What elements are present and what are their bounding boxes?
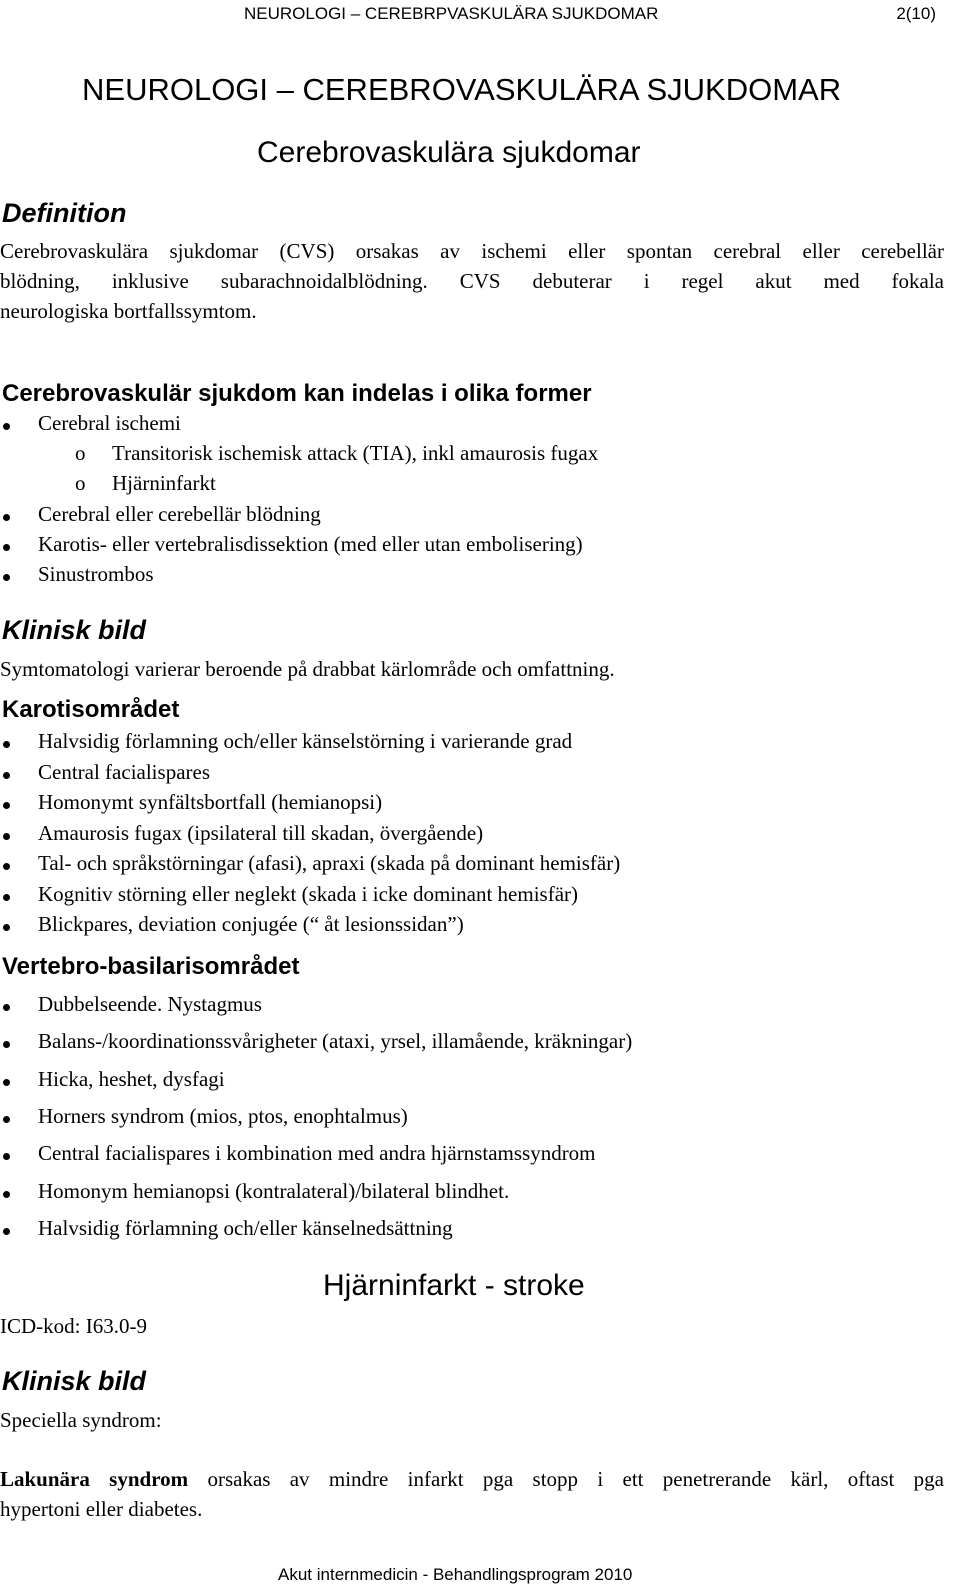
footer: Akut internmedicin - Behandlingsprogram 2010 — [278, 1565, 633, 1584]
bullet-icon — [3, 802, 10, 809]
page-number: 2(10) — [896, 4, 936, 23]
bullet-icon — [3, 1153, 10, 1160]
list-item: Sinustrombos — [0, 562, 944, 592]
list-item — [0, 760, 944, 790]
definition-line-3: neurologiska bortfallssymtom. — [0, 299, 257, 323]
list-item-text: Halvsidig förlamning och/eller känselstörning i varierande grad — [38, 729, 573, 753]
list-item-text: Hicka, heshet, dysfagi — [38, 1066, 225, 1091]
sub-bullet-icon: o — [75, 471, 86, 495]
list-item: Karotis- eller vertebralisdissektion (med eller utan embolisering) — [0, 532, 944, 562]
special-syndromes: Speciella syndrom: — [0, 1408, 162, 1432]
list-item-text: Amaurosis fugax (ipsilateral till skadan, övergående) — [38, 820, 484, 845]
bullet-icon — [3, 1041, 10, 1048]
sub-bullet-icon: o — [75, 441, 86, 465]
list-item — [0, 790, 944, 820]
clinical-heading: Klinisk bild — [2, 615, 147, 645]
list-item-text: Homonymt synfältsbortfall (hemianopsi) — [38, 790, 383, 814]
stroke-title: Hjärninfarkt - stroke — [323, 1269, 585, 1302]
list-item — [0, 729, 944, 759]
vertebro-heading: Vertebro-basilarisområdet — [2, 953, 300, 980]
bullet-icon — [3, 924, 10, 931]
bullet-icon — [3, 423, 10, 430]
list-item: Cerebral ischemi — [0, 411, 944, 441]
list-item-text: Blickpares, deviation conjugée (“ åt lesionssidan”) — [38, 912, 464, 936]
lacunar-line-2: hypertoni eller diabetes. — [0, 1497, 203, 1521]
definition-line-1: Cerebrovaskulära sjukdomar (CVS) orsakas av ischemi eller spontan cerebral eller cerebellär — [0, 239, 944, 263]
lacunar-line-1: Lakunära syndrom orsakas av mindre infarkt pga stopp i ett penetrerande kärl, oftast pga — [0, 1467, 944, 1491]
bullet-icon — [3, 514, 10, 521]
bullet-icon — [3, 1116, 10, 1123]
bullet-icon — [3, 574, 10, 581]
list-item — [0, 851, 944, 881]
bullet-icon — [3, 741, 10, 748]
section-title: Cerebrovaskulära sjukdomar — [257, 136, 641, 169]
list-item — [0, 1179, 944, 1209]
carotid-heading: Karotisområdet — [2, 696, 180, 723]
list-item-text: Tal- och språkstörningar (afasi), apraxi (skada på dominant hemisfär) — [38, 851, 621, 875]
list-item — [0, 1104, 944, 1134]
list-item-text: Central facialispares i kombination med andra hjärnstamssyndrom — [38, 1141, 596, 1166]
list-item — [0, 821, 944, 851]
list-item — [0, 912, 944, 942]
bullet-icon — [3, 833, 10, 840]
list-item — [0, 992, 944, 1022]
bullet-icon — [3, 544, 10, 551]
list-item-text: Halvsidig förlamning och/eller känselnedsättning — [38, 1215, 453, 1240]
bullet-icon — [3, 1004, 10, 1011]
list-item-text: Kognitiv störning eller neglekt (skada i icke dominant hemisfär) — [38, 881, 579, 906]
icd-code: ICD-kod: I63.0-9 — [0, 1314, 147, 1338]
list-item: Cerebral eller cerebellär blödning — [0, 502, 944, 532]
clinical-text: Symtomatologi varierar beroende på drabbat kärlområde och omfattning. — [0, 657, 615, 681]
list-item-text: Horners syndrom (mios, ptos, enophtalmus) — [38, 1103, 408, 1128]
main-title: NEUROLOGI – CEREBROVASKULÄRA SJUKDOMAR — [82, 72, 842, 107]
definition-heading: Definition — [2, 198, 127, 228]
running-header-title: NEUROLOGI – CEREBRPVASKULÄRA SJUKDOMAR — [244, 4, 659, 23]
list-item-text: Central facialispares — [38, 759, 210, 784]
list-item-text: Dubbelseende. Nystagmus — [38, 992, 262, 1016]
sub-list-item: o Transitorisk ischemisk attack (TIA), inkl amaurosis fugax — [75, 441, 599, 465]
sub-list-item: o Hjärninfarkt — [75, 471, 216, 495]
forms-heading: Cerebrovaskulär sjukdom kan indelas i olika former — [2, 380, 592, 407]
definition-line-2: blödning, inklusive subarachnoidalblödning. CVS debuterar i regel akut med fokala — [0, 269, 944, 293]
bullet-icon — [3, 863, 10, 870]
bullet-icon — [3, 894, 10, 901]
stroke-clinical-heading: Klinisk bild — [2, 1366, 147, 1396]
list-item — [0, 1141, 944, 1171]
bullet-icon — [3, 1191, 10, 1198]
list-item-text: Homonym hemianopsi (kontralateral)/bilateral blindhet. — [38, 1178, 510, 1203]
list-item — [0, 882, 944, 912]
bullet-icon — [3, 1079, 10, 1086]
bullet-icon — [3, 772, 10, 779]
list-item — [0, 1029, 944, 1059]
lacunar-term: Lakunära syndrom — [0, 1467, 189, 1491]
bullet-icon — [3, 1228, 10, 1235]
list-item-text: Balans-/koordinationssvårigheter (ataxi, yrsel, illamående, kräkningar) — [38, 1029, 633, 1054]
list-item — [0, 1216, 944, 1246]
list-item — [0, 1067, 944, 1097]
